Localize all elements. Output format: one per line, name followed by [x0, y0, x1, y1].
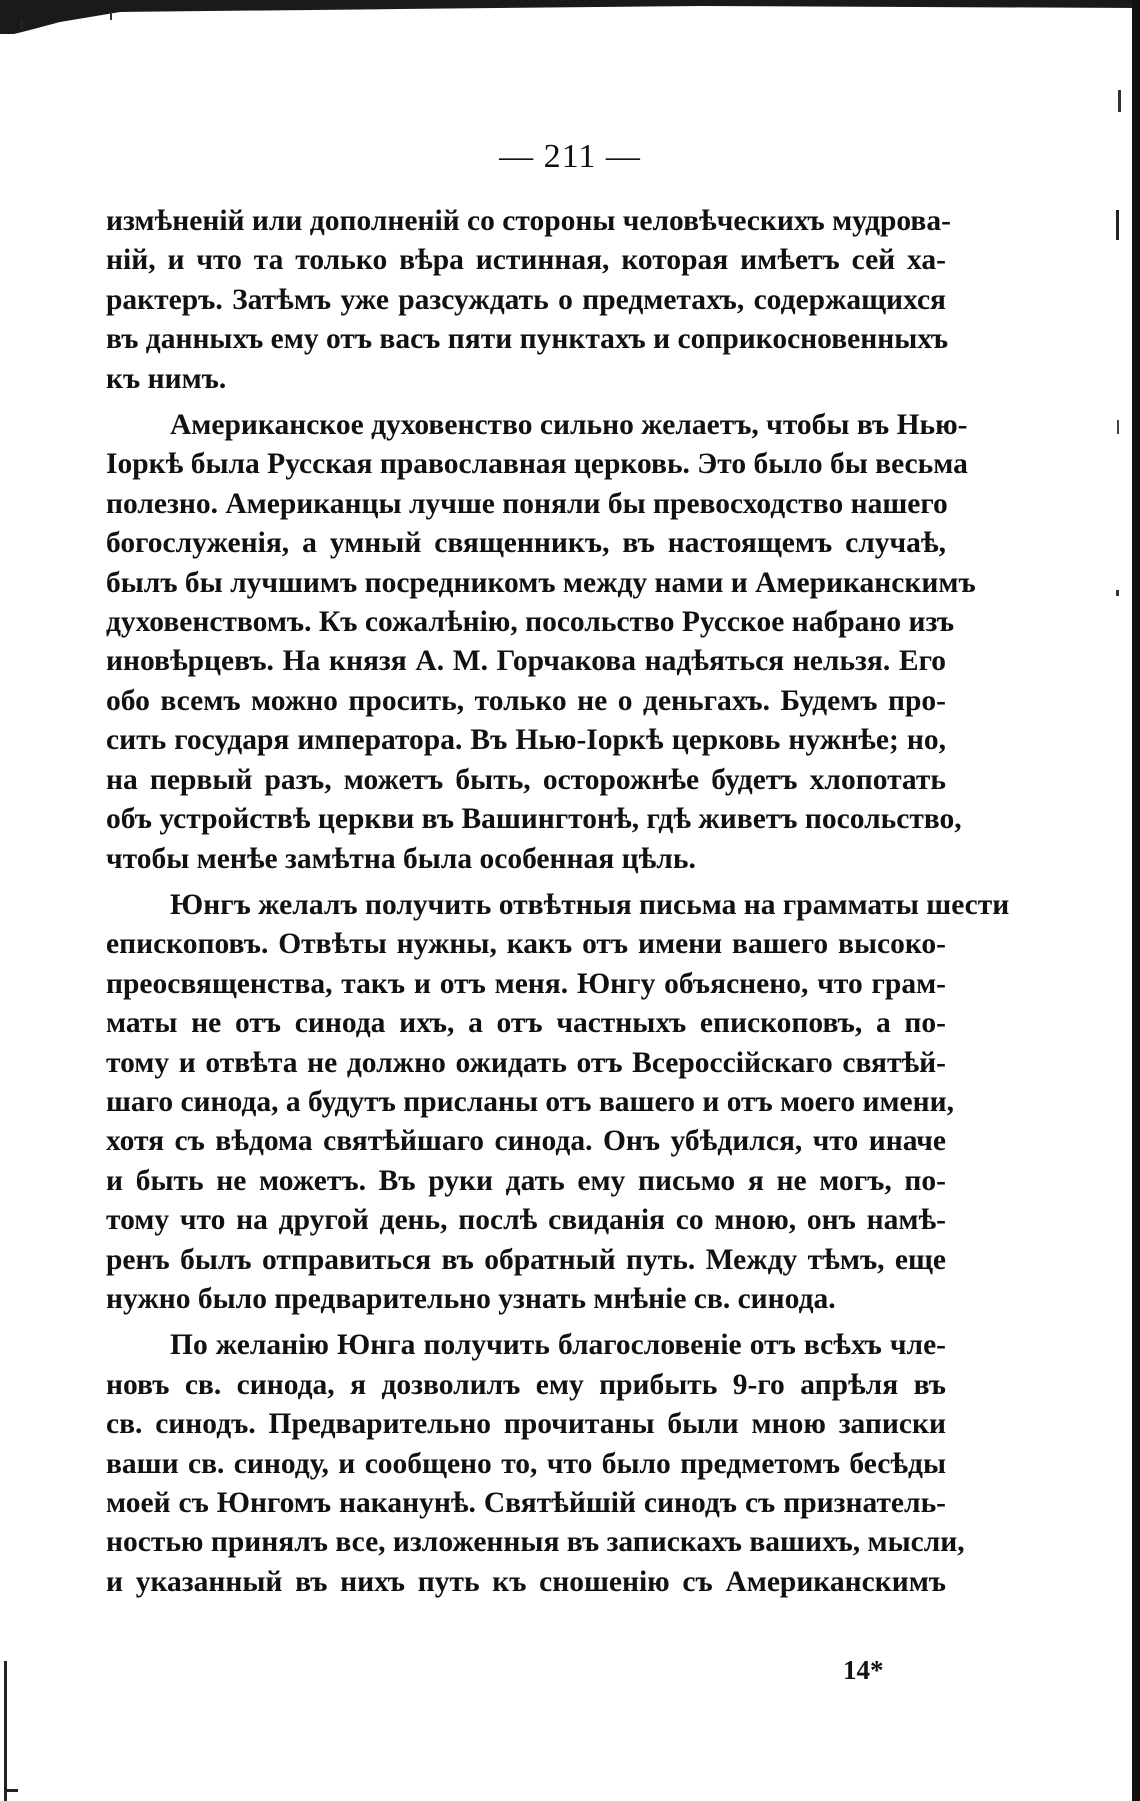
text-line: и быть не можетъ. Въ руки дать ему письмо я не могъ, по-: [106, 1164, 946, 1197]
text-line: шаго синода, а будутъ присланы отъ вашего и отъ моего имени,: [106, 1085, 955, 1118]
text-line: По желанію Юнга получить благословеніе отъ всѣхъ чле-: [170, 1329, 946, 1362]
paragraph: [106, 1326, 965, 1602]
text-line: нужно было предварительно узнать мнѣніе св. синода.: [106, 1282, 836, 1315]
text-line: св. синодъ. Предварительно прочитаны были мною записки: [106, 1408, 946, 1441]
text-line: на первый разъ, можетъ быть, осторожнѣе будетъ хлопотать: [106, 763, 946, 796]
text-line: объ устройствѣ церкви въ Вашингтонѣ, гдѣ живетъ посольство,: [106, 803, 962, 836]
text-line: Юнгъ желалъ получить отвѣтныя письма на грамматы шести: [170, 888, 1010, 921]
scan-edge-top: [0, 0, 1140, 34]
text-line: полезно. Американцы лучше поняли бы превосходство нашего: [106, 487, 948, 520]
scan-edge-left-bottom: [0, 1661, 40, 1801]
text-line: рактеръ. Затѣмъ уже разсуждать о предметахъ, содержащихся: [106, 283, 946, 316]
text-line: преосвященства, такъ и отъ меня. Юнгу объяснено, что грам-: [106, 967, 946, 1000]
paragraph: [106, 886, 1010, 1319]
text-line: сить государя императора. Въ Нью-Іоркѣ церковь нужнѣе; но,: [106, 724, 946, 757]
text-line: моей съ Юнгомъ наканунѣ. Святѣйшій синодъ съ признатель-: [106, 1487, 946, 1519]
paragraph: [106, 202, 951, 399]
text-line: ностью принялъ все, изложенныя въ запискахъ вашихъ, мысли,: [106, 1526, 965, 1559]
text-line: ній, и что та только вѣра истинная, которая имѣетъ сей ха-: [106, 244, 946, 277]
text-line: маты не отъ синода ихъ, а отъ частныхъ епископовъ, а по-: [106, 1007, 946, 1040]
text-line: чтобы менѣе замѣтна была особенная цѣль.: [106, 842, 696, 875]
paragraph: [106, 406, 976, 879]
text-line: богослуженія, а умный священникъ, въ настоящемъ случаѣ,: [106, 527, 946, 560]
text-line: епископовъ. Отвѣты нужны, какъ отъ имени вашего высоко-: [106, 928, 946, 961]
text-line: духовенствомъ. Къ сожалѣнію, посольство Русское набрано изъ: [106, 606, 955, 639]
text-line: къ нимъ.: [106, 362, 227, 395]
page-number: — 211 —: [499, 138, 641, 175]
text-line: обо всемъ можно просить, только не о деньгахъ. Будемъ про-: [106, 684, 946, 717]
text-line: Іоркѣ была Русская православная церковь. Это было бы весьма: [106, 448, 968, 481]
text-line: былъ бы лучшимъ посредникомъ между нами и Американскимъ: [106, 566, 976, 599]
text-line: въ данныхъ ему отъ васъ пяти пунктахъ и соприкосновенныхъ: [106, 323, 949, 356]
text-line: иновѣрцевъ. На князя А. М. Горчакова надѣяться нельзя. Его: [106, 645, 946, 678]
text-line: тому что на другой день, послѣ свиданія со мною, онъ намѣ-: [106, 1204, 946, 1237]
text-line: новъ св. синода, я дозволилъ ему прибыть 9-го апрѣля въ: [106, 1368, 946, 1401]
body-text: [106, 202, 1010, 1609]
printer-signature-mark: 14*: [843, 1655, 884, 1685]
text-line: хотя съ вѣдома святѣйшаго синода. Онъ убѣдился, что иначе: [106, 1125, 946, 1158]
text-line: Американское духовенство сильно желаетъ, чтобы въ Нью-: [170, 409, 968, 442]
text-line: ренъ былъ отправиться въ обратный путь. Между тѣмъ, еще: [106, 1243, 946, 1276]
text-line: измѣненій или дополненій со стороны человѣческихъ мудрова-: [106, 205, 951, 237]
text-line: тому и отвѣта не должно ожидать отъ Всероссійскаго святѣй-: [106, 1046, 946, 1079]
text-line: и указанный въ нихъ путь къ сношенію съ Американскимъ: [106, 1565, 946, 1598]
scan-edge-right: [1110, 0, 1140, 1801]
text-line: ваши св. синоду, и сообщено то, что было предметомъ бесѣды: [106, 1447, 946, 1480]
